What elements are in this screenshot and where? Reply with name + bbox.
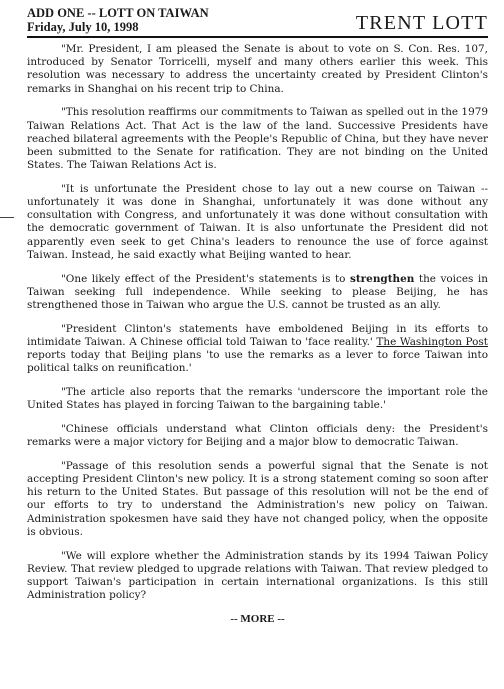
paragraph-5-text-a: "President Clinton's statements have emboldened Beijing in its efforts to intimidate Taiwan. A Chinese official told Taiwan to 'face reality.' [27,322,488,348]
paragraph-5-text-b: reports today that Beijing plans 'to use the remarks as a lever to force Taiwan into political talks on reunification.' [27,349,488,375]
continued-marker: -- MORE -- [230,612,285,625]
paragraph-3: "It is unfortunate the President chose to lay out a new course on Taiwan -- unfortunately it was done in Shanghai, unfortunately it was done without any consultation with Congress, and unfortunately it was done without consultation with the democratic government of Taiwan. It is also unfortunate the President did not apparently even seek to get China's leaders to renounce the use of force against Taiwan. Instead, he said exactly what Beijing wanted to hear. [27,182,488,261]
paragraph-8: "Passage of this resolution sends a powerful signal that the Senate is not accepting President Clinton's new policy. It is a strong statement coming so soon after his return to the United States. But passage of this resolution will not be the end of our efforts to try to understand the Administration's new policy on Taiwan. Administration spokesmen have said they have not changed policy, when the opposite is obvious. [27,459,488,538]
paragraph-6: "The article also reports that the remarks 'underscore the important role the United States has played in forcing Taiwan to the bargaining table.' [27,385,488,412]
paragraph-7: "Chinese officials understand what Clinton officials deny: the President's remarks were a major victory for Beijing and a major blow to democratic Taiwan. [27,422,488,449]
document-header [27,6,488,38]
release-date: Friday, July 10, 1998 [27,20,139,34]
paragraph-9: "We will explore whether the Administration stands by its 1994 Taiwan Policy Review. That review pledged to upgrade relations with Taiwan. That review pledged to support Taiwan's participation in certain international organizations. Is this still Administration policy? [27,549,488,602]
header-left-block [27,6,209,34]
paragraph-4-text-b: the voices in Taiwan seeking full independence. While seeking to please Beijing, he has strengthened those in Taiwan who argue the U.S. cannot be trusted as an ally. [27,272,488,311]
paragraph-2: "This resolution reaffirms our commitments to Taiwan as spelled out in the 1979 Taiwan Relations Act. That Act is the law of the land. Successive Presidents have reached bilateral agreements with the People's Republic of China, but they have never been submitted to the Senate for ratification. They are not binding on the United States. The Taiwan Relations Act is. [27,106,488,172]
paragraph-4 [27,273,488,313]
margin-tick-mark [0,217,14,218]
emphasis-strengthen: strengthen [349,272,415,285]
paragraph-5 [27,323,488,376]
publication-name: The Washington Post [376,335,488,348]
paragraph-4-text-a: "One likely effect of the President's statements is to [61,272,350,285]
statement-body [27,38,488,602]
paragraph-1: "Mr. President, I am pleased the Senate is about to vote on S. Con. Res. 107, introduced by Senator Torricelli, myself and many others earlier this week. This resolution was necessary to address the uncertainty created by President Clinton's remarks in Shanghai on his recent trip to China. [27,43,488,95]
release-title: ADD ONE -- LOTT ON TAIWAN [27,6,209,20]
senator-name: TRENT LOTT [355,12,488,34]
